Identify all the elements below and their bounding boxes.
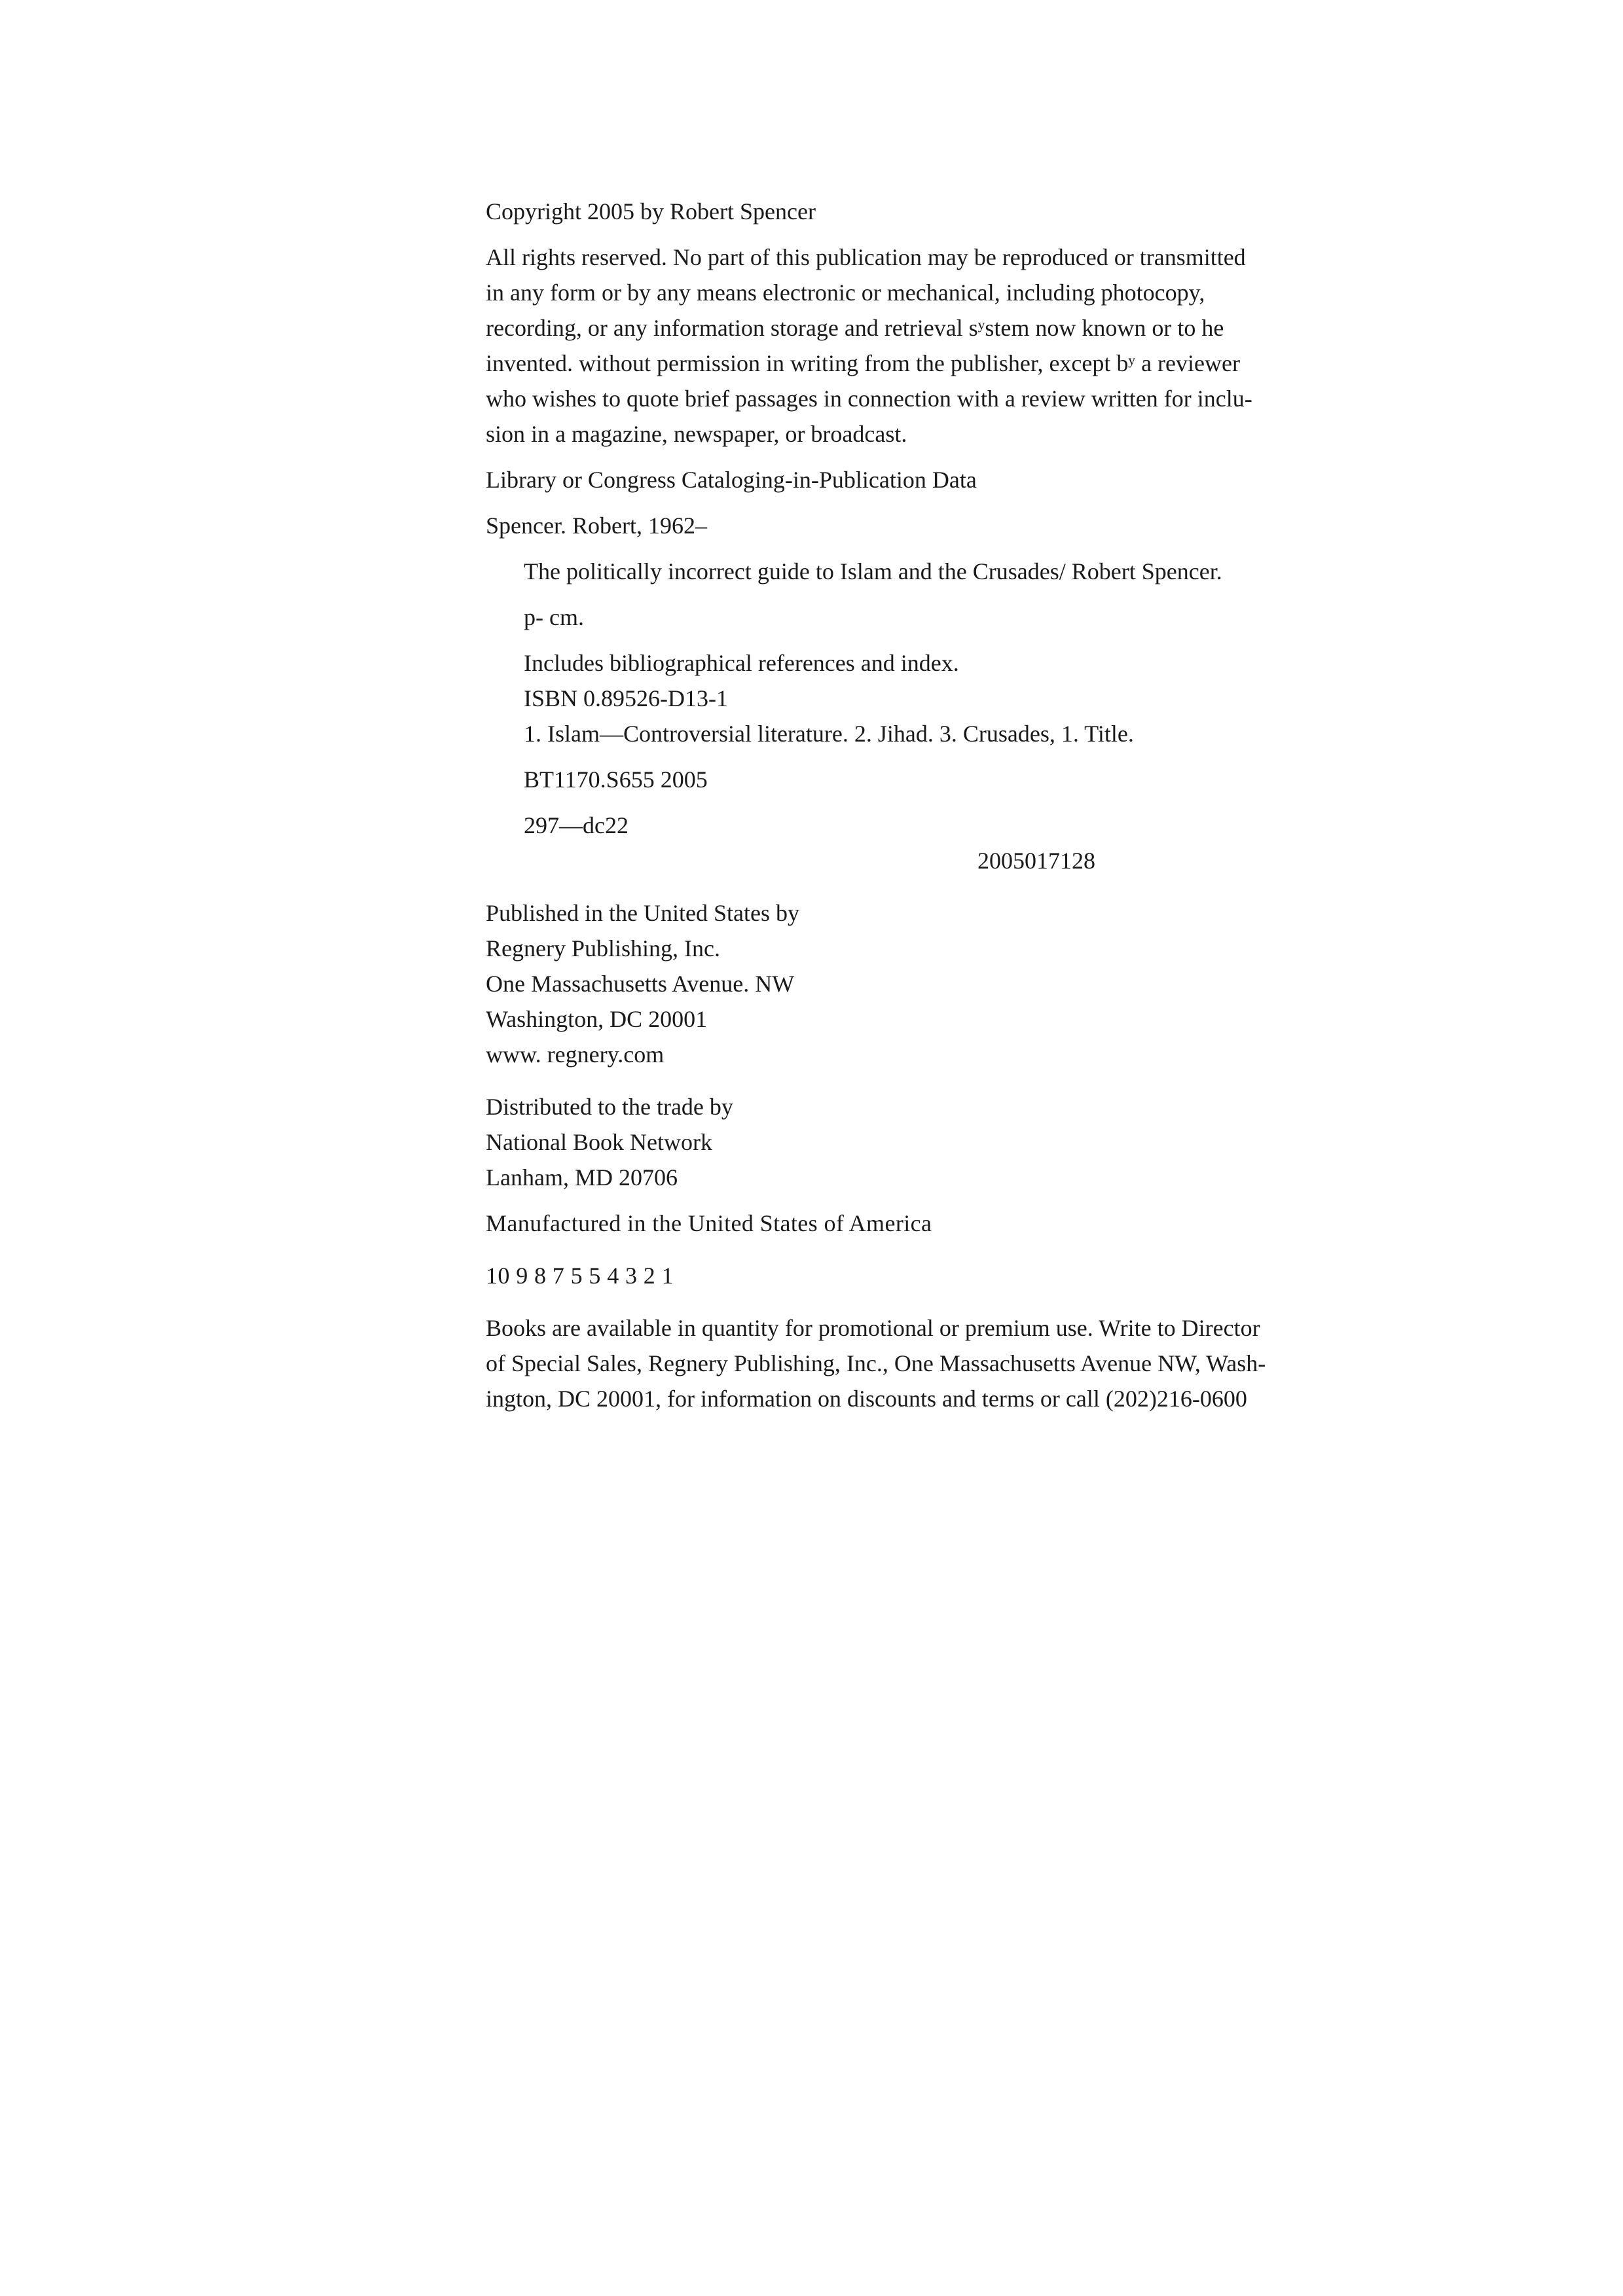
- sales-line: of Special Sales, Regnery Publishing, Inc., One Massachusetts Avenue NW, Wash-: [486, 1350, 1266, 1376]
- distributor-city: Lanham, MD 20706: [486, 1164, 678, 1191]
- distributor-intro: Distributed to the trade by: [486, 1094, 733, 1120]
- distributor-block: [486, 1089, 1402, 1195]
- cip-author: Spencer. Robert, 1962–: [486, 512, 707, 539]
- publisher-street: One Massachusetts Avenue. NW: [486, 971, 795, 997]
- cip-isbn: ISBN 0.89526-D13-1: [524, 685, 728, 711]
- rights-line: in any form or by any means electronic or mechanical, including photocopy,: [486, 279, 1205, 306]
- publisher-city: Washington, DC 20001: [486, 1006, 708, 1032]
- copyright-page: [486, 194, 1402, 1416]
- sales-line: Books are available in quantity for promotional or premium use. Write to Director: [486, 1315, 1260, 1341]
- cip-lccn: 2005017128: [977, 848, 1095, 874]
- publisher-name: Regnery Publishing, Inc.: [486, 935, 720, 961]
- manufactured-line: Manufactured in the United States of America: [486, 1210, 932, 1236]
- cip-bibliography: Includes bibliographical references and index.: [524, 650, 959, 676]
- rights-line: recording, or any information storage and retrieval sʸstem now known or to he: [486, 315, 1224, 341]
- publisher-intro: Published in the United States by: [486, 900, 799, 926]
- copyright-line: Copyright 2005 by Robert Spencer: [486, 198, 816, 224]
- rights-line: invented. without permission in writing from the publisher, except bʸ a reviewer: [486, 350, 1240, 376]
- sales-line: ington, DC 20001, for information on discounts and terms or call (202)216-0600: [486, 1386, 1247, 1412]
- sales-paragraph: [486, 1310, 1397, 1416]
- publisher-block: [486, 895, 1402, 1072]
- distributor-name: National Book Network: [486, 1129, 712, 1155]
- rights-paragraph: [486, 240, 1397, 452]
- cip-title: The politically incorrect guide to Islam and the Crusades/ Robert Spencer.: [524, 558, 1222, 584]
- cip-dewey: 297—dc22: [524, 812, 629, 838]
- printing-line: 10 9 8 7 5 5 4 3 2 1: [486, 1263, 674, 1289]
- rights-line: who wishes to quote brief passages in connection with a review written for inclu-: [486, 386, 1252, 412]
- publisher-website: www. regnery.com: [486, 1041, 665, 1067]
- cip-data-block: [486, 462, 1402, 878]
- cip-pages: p- cm.: [524, 604, 584, 630]
- cip-classification: BT1170.S655 2005: [524, 766, 708, 793]
- cip-heading: Library or Congress Cataloging-in-Publication Data: [486, 467, 977, 493]
- rights-line: All rights reserved. No part of this publication may be reproduced or transmitted: [486, 244, 1246, 270]
- cip-subjects: 1. Islam—Controversial literature. 2. Jihad. 3. Crusades, 1. Title.: [524, 721, 1134, 747]
- rights-line: sion in a magazine, newspaper, or broadcast.: [486, 421, 907, 447]
